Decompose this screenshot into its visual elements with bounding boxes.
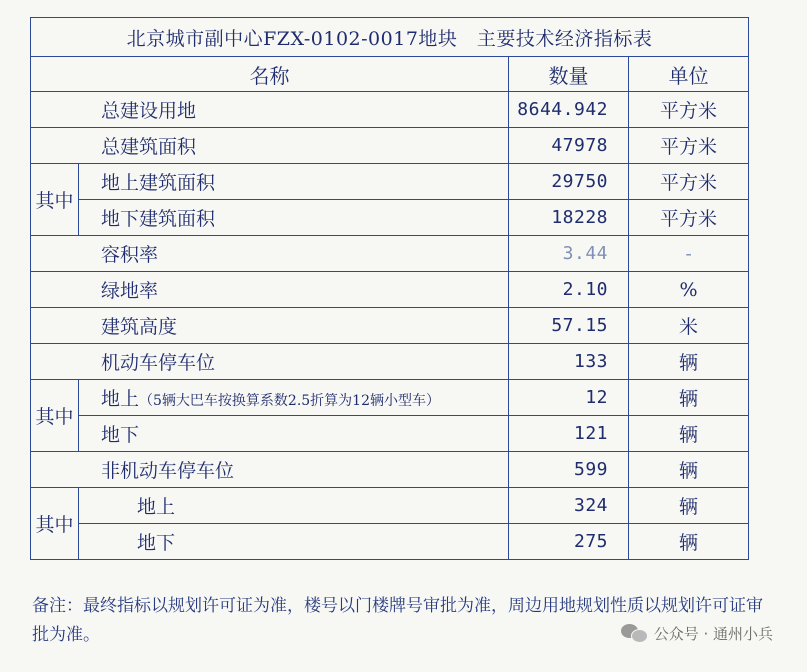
row-name: 非机动车停车位 bbox=[31, 452, 509, 488]
row-name: 地下 bbox=[79, 524, 509, 560]
row-unit: 平方米 bbox=[629, 128, 749, 164]
row-name: 地下 bbox=[79, 416, 509, 452]
row-name: 容积率 bbox=[31, 236, 509, 272]
row-unit: % bbox=[629, 272, 749, 308]
row-name: 地上 bbox=[101, 388, 140, 410]
table-row bbox=[31, 380, 749, 416]
row-quantity: 324 bbox=[509, 488, 629, 524]
row-name: 建筑高度 bbox=[31, 308, 509, 344]
row-quantity: 3.44 bbox=[509, 236, 629, 272]
table-title: 北京城市副中心FZX-0102-0017地块 主要技术经济指标表 bbox=[31, 18, 749, 57]
wechat-icon bbox=[621, 622, 647, 644]
row-unit: 辆 bbox=[629, 452, 749, 488]
row-name: 总建设用地 bbox=[31, 92, 509, 128]
table-row bbox=[31, 128, 749, 164]
row-quantity: 599 bbox=[509, 452, 629, 488]
table-title-row bbox=[31, 18, 749, 57]
watermark-text: 公众号 · 通州小兵 bbox=[653, 624, 773, 643]
row-name: 地上 bbox=[79, 488, 509, 524]
row-unit: 平方米 bbox=[629, 164, 749, 200]
row-name: 总建筑面积 bbox=[31, 128, 509, 164]
row-quantity: 57.15 bbox=[509, 308, 629, 344]
row-unit: 辆 bbox=[629, 488, 749, 524]
table-row bbox=[31, 344, 749, 380]
table-row bbox=[31, 92, 749, 128]
table-row bbox=[31, 524, 749, 560]
group-label: 其中 bbox=[31, 488, 79, 560]
group-label: 其中 bbox=[31, 164, 79, 236]
row-name: 绿地率 bbox=[31, 272, 509, 308]
table-row bbox=[31, 488, 749, 524]
row-quantity: 47978 bbox=[509, 128, 629, 164]
header-quantity: 数量 bbox=[509, 57, 629, 92]
row-unit: 辆 bbox=[629, 380, 749, 416]
row-name: 机动车停车位 bbox=[31, 344, 509, 380]
row-unit: 平方米 bbox=[629, 92, 749, 128]
table-row bbox=[31, 452, 749, 488]
header-unit: 单位 bbox=[629, 57, 749, 92]
row-quantity: 12 bbox=[509, 380, 629, 416]
row-quantity: 2.10 bbox=[509, 272, 629, 308]
row-unit: 米 bbox=[629, 308, 749, 344]
row-unit: 辆 bbox=[629, 524, 749, 560]
group-label: 其中 bbox=[31, 380, 79, 452]
row-quantity: 275 bbox=[509, 524, 629, 560]
table-row bbox=[31, 200, 749, 236]
indicator-table bbox=[30, 17, 749, 560]
row-name: 地上建筑面积 bbox=[79, 164, 509, 200]
row-unit: 辆 bbox=[629, 344, 749, 380]
table-row bbox=[31, 236, 749, 272]
row-name-note: （5辆大巴车按换算系数2.5折算为12辆小型车） bbox=[139, 393, 441, 409]
row-name: 地下建筑面积 bbox=[79, 200, 509, 236]
row-quantity: 133 bbox=[509, 344, 629, 380]
table-header-row bbox=[31, 57, 749, 92]
watermark bbox=[621, 622, 773, 644]
row-quantity: 18228 bbox=[509, 200, 629, 236]
row-unit: 平方米 bbox=[629, 200, 749, 236]
table-row bbox=[31, 416, 749, 452]
row-quantity: 121 bbox=[509, 416, 629, 452]
row-name-cell bbox=[79, 380, 509, 416]
table-row bbox=[31, 164, 749, 200]
row-unit: 辆 bbox=[629, 416, 749, 452]
table-row bbox=[31, 272, 749, 308]
row-quantity: 29750 bbox=[509, 164, 629, 200]
row-quantity: 8644.942 bbox=[509, 92, 629, 128]
table-row bbox=[31, 308, 749, 344]
footnote: 备注：最终指标以规划许可证为准，楼号以门楼牌号审批为准，周边用地规划性质以规划许可证审批为准。 bbox=[32, 596, 763, 645]
row-unit: - bbox=[629, 236, 749, 272]
header-name: 名称 bbox=[31, 57, 509, 92]
